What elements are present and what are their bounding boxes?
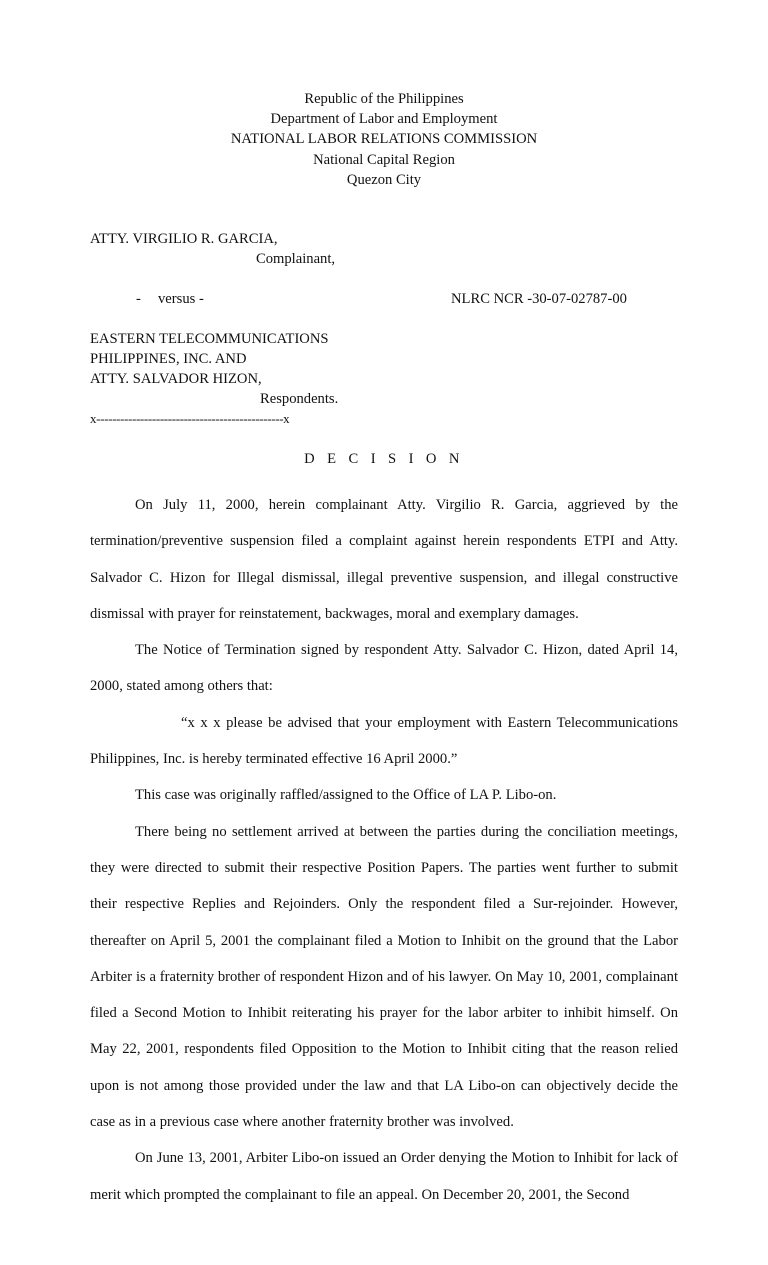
- header-city: Quezon City: [346, 171, 422, 188]
- header-region: National Capital Region: [313, 151, 455, 168]
- respondent-line-3: ATTY. SALVADOR HIZON,: [90, 371, 262, 387]
- header-commission: NATIONAL LABOR RELATIONS COMMISSION: [230, 131, 538, 148]
- paragraph-quotation: “x x x please be advised that your employment with Eastern Telecommunications Philippines, Inc. is hereby terminated effective 16 April 2000.”: [90, 714, 678, 768]
- versus-label: versus -: [158, 291, 204, 307]
- document-header: [0, 89, 768, 190]
- paragraph-complaint: On July 11, 2000, herein complainant Atty. Virgilio R. Garcia, aggrieved by the termination/preventive suspension filed a complaint against herein respondents ETPI and Atty. Salvador C. Hizon for Illegal dismissal, illegal preventive suspension, and illegal constructive dismissal with prayer for reinstatement, backwages, moral and exemplary damages.: [90, 497, 678, 622]
- complainant-name: ATTY. VIRGILIO R. GARCIA,: [90, 231, 278, 247]
- decision-title: D E C I S I O N: [304, 451, 464, 467]
- case-number: NLRC NCR -30-07-02787-00: [451, 291, 627, 307]
- respondent-line-2: PHILIPPINES, INC. AND: [90, 351, 247, 367]
- paragraph-order: On June 13, 2001, Arbiter Libo-on issued an Order denying the Motion to Inhibit for lack of merit which prompted the complainant to file an appeal. On December 20, 2001, the Second: [90, 1150, 678, 1203]
- header-department: Department of Labor and Employment: [270, 111, 498, 128]
- header-republic: Republic of the Philippines: [304, 91, 464, 107]
- paragraph-raffle: This case was originally raffled/assigned to the Office of LA P. Libo-on.: [135, 787, 557, 804]
- complainant-role: Complainant,: [256, 251, 336, 267]
- respondent-line-1: EASTERN TELECOMMUNICATIONS: [90, 331, 329, 347]
- versus-dash: -: [136, 291, 141, 307]
- respondent-role: Respondents.: [260, 391, 339, 407]
- decision-body: [90, 487, 678, 1213]
- paragraph-notice: The Notice of Termination signed by respondent Atty. Salvador C. Hizon, dated April 14, 2000, stated among others that:: [90, 642, 678, 695]
- paragraph-proceedings: There being no settlement arrived at between the parties during the conciliation meetings, they were directed to submit their respective Position Papers. The parties went further to submit their respective Replies and Rejoinders. Only the respondent filed a Sur-rejoinder. However, thereafter on April 5, 2001 the complainant filed a Motion to Inhibit on the ground that the Labor Arbiter is a fraternity brother of respondent Hizon and of his lawyer. On May 10, 2001, complainant filed a Second Motion to Inhibit reiterating his prayer for the labor arbiter to inhibit himself. On May 22, 2001, respondents filed Opposition to the Motion to Inhibit citing that the reason relied upon is not among those provided under the law and that LA Libo-on can objectively decide the case as in a previous case where another fraternity brother was involved.: [90, 823, 678, 1131]
- caption-separator: x-----------------------------------------------x: [90, 411, 290, 426]
